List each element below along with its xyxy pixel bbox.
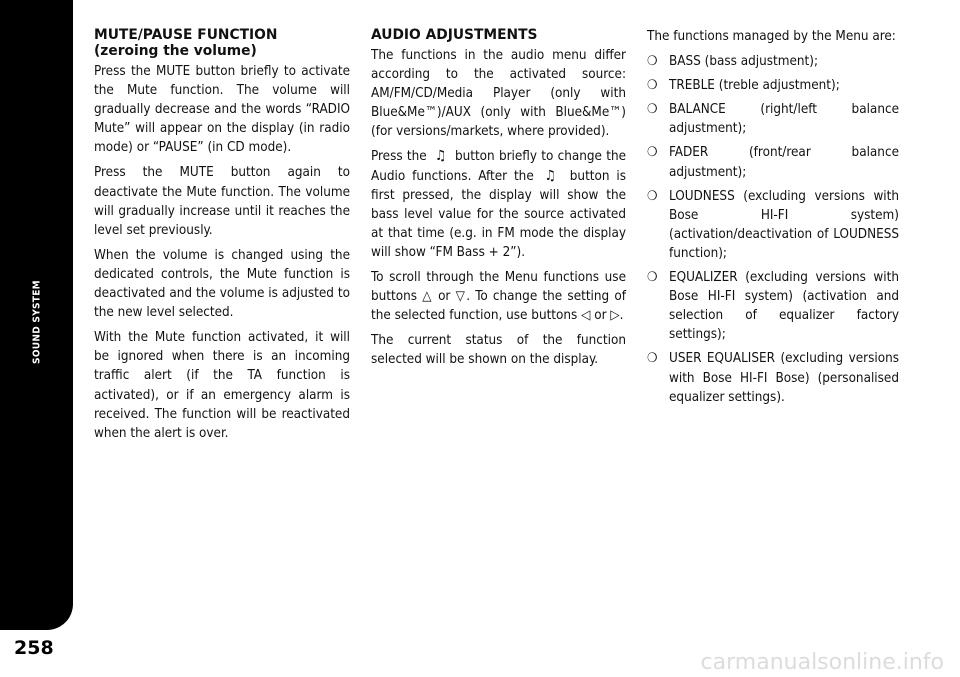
section-label: SOUND SYSTEM <box>31 280 43 364</box>
audio-p3-part2: . To change the setting of the selected function, use buttons <box>371 289 626 324</box>
mute-paragraph-1: Press the MUTE button briefly to activate the Mute function. The volume will gradually decrease and the words “RADIO Mute” will appear on the display (in radio mode) or “PAUSE” (in CD mode). <box>94 64 350 156</box>
audio-paragraph-4: The current status of the function selected will be shown on the display. <box>371 333 626 368</box>
mute-heading <box>94 27 350 59</box>
column-mute-pause <box>94 27 350 449</box>
list-item-text: LOUDNESS (excluding versions with Bose HI-FI system) (activation/deactivation of LOUDNESS function); <box>669 188 899 261</box>
mute-heading-line2: (zeroing the volume) <box>94 43 257 59</box>
bullet-circle-icon: ❍ <box>647 102 658 118</box>
list-item-text: FADER (front/rear balance adjustment); <box>669 145 899 180</box>
right-arrow-icon: ▷ <box>610 308 620 324</box>
bullet-circle-icon: ❍ <box>647 54 658 70</box>
menu-function-list <box>647 52 899 407</box>
list-item-text: USER EQUALISER (excluding versions with Bose HI-FI Bose) (personalised equalizer settings). <box>669 351 899 405</box>
music-note-icon: ♫ <box>434 148 447 165</box>
audio-paragraph-2 <box>371 147 626 262</box>
mute-paragraph-4: With the Mute function activated, it will be ignored when there is an incoming traffic alert (if the TA function is activated), or if an emergency alarm is received. The function will be reactivated when the alert is over. <box>94 330 350 441</box>
watermark: carmanualsonline.info <box>700 650 944 675</box>
audio-p3-end: . <box>619 308 624 324</box>
menu-intro: The functions managed by the Menu are: <box>647 29 896 44</box>
bullet-circle-icon: ❍ <box>647 188 658 204</box>
list-item <box>647 100 899 138</box>
up-arrow-icon: △ <box>422 289 433 305</box>
list-item <box>647 187 899 263</box>
audio-paragraph-1: The functions in the audio menu differ according to the activated source: AM/FM/CD/Media Player (only with Blue&Me™)/AUX (only with Blue&Me™) (for versions/markets, where provided). <box>371 48 626 140</box>
list-item <box>647 52 899 71</box>
list-item <box>647 143 899 181</box>
audio-paragraph-3 <box>371 268 626 325</box>
left-arrow-icon: ◁ <box>581 308 591 324</box>
down-arrow-icon: ▽ <box>455 289 467 305</box>
list-item <box>647 76 899 95</box>
audio-p2-part1: Press the <box>371 149 427 165</box>
mute-heading-line1: MUTE/PAUSE FUNCTION <box>94 27 278 43</box>
audio-p2-part3: button is first pressed, the display will show the bass level value for the source activated at that time (e.g. in FM mode the display will show “FM Bass + 2”). <box>371 168 626 260</box>
list-item-text: BASS (bass adjustment); <box>669 54 819 70</box>
audio-p3-or-1: or <box>438 289 451 305</box>
list-item <box>647 268 899 344</box>
mute-paragraph-3: When the volume is changed using the dedicated controls, the Mute function is deactivated and the volume is adjusted to the new level selected. <box>94 247 350 321</box>
audio-p3-part1: To scroll through the Menu functions use buttons <box>371 270 626 305</box>
list-item-text: TREBLE (treble adjustment); <box>669 78 840 94</box>
audio-p3-or-2: or <box>594 308 607 324</box>
bullet-circle-icon: ❍ <box>647 351 658 367</box>
list-item-text: BALANCE (right/left balance adjustment); <box>669 102 899 137</box>
audio-p2-part2: button briefly to change the Audio functions. After the <box>371 149 627 184</box>
column-audio-adjustments <box>371 27 626 376</box>
bullet-circle-icon: ❍ <box>647 270 658 286</box>
bullet-circle-icon: ❍ <box>647 145 658 161</box>
audio-heading: AUDIO ADJUSTMENTS <box>371 27 538 43</box>
music-note-icon: ♫ <box>544 167 559 184</box>
list-item-text: EQUALIZER (excluding versions with Bose HI-FI system) (activation and selection of equalizer factory settings); <box>669 270 899 343</box>
page-number: 258 <box>14 637 54 659</box>
section-sidebar <box>0 0 73 630</box>
column-menu-functions <box>647 27 899 412</box>
bullet-circle-icon: ❍ <box>647 78 658 94</box>
list-item <box>647 349 899 406</box>
mute-paragraph-2: Press the MUTE button again to deactivate the Mute function. The volume will gradually increase until it reaches the level set previously. <box>94 165 350 238</box>
